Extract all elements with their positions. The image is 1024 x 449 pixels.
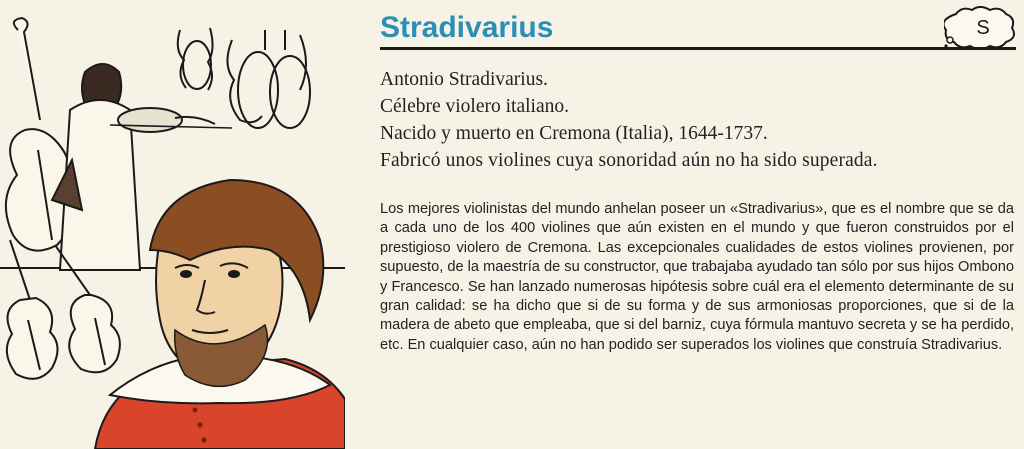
fact-name: Antonio Stradivarius. [380,69,548,90]
page-title: Stradivarius [380,11,554,44]
key-facts [380,66,1016,174]
fact-birth-death: Nacido y muerto en Cremona (Italia), 1644-1737. [380,123,768,144]
body-paragraph: Los mejores violinistas del mundo anhelan poseer un «Stradivarius», que es el nombre que se da a cada uno de los 400 violines que aún existen en el mundo y que fueron construidos por el prestigioso violero de Cremona. Las excepcionales cualidades de estos violines provienen, por supuesto, de la maestría de su constructor, que trabajaba ayudado tan sólo por sus hijos Ombono y Francesco. Se han lanzado numerosas hipótesis sobre cuál era el elemento determinante de su gran calidad: se ha dicho que si de su forma y de sus armoniosas proporciones, que si de la madera de abeto que empleaba, que si del barniz, cuya fórmula mantuvo secreta y se ha perdido, etc. En cualquier caso, aún no han podido ser superados los violines que construía Stradivarius. [380,201,1014,353]
speech-bubble-s-icon [944,6,1018,48]
hanging-violins [178,28,310,128]
fact-achievement: Fabricó unos violines cuya sonoridad aún no ha sido superada. [380,150,878,171]
fact-profession: Célebre violero italiano. [380,96,569,117]
badge-letter: S [976,17,990,39]
double-bass [6,18,70,251]
title-rule [380,47,1016,50]
stradivarius-illustration [0,0,345,449]
